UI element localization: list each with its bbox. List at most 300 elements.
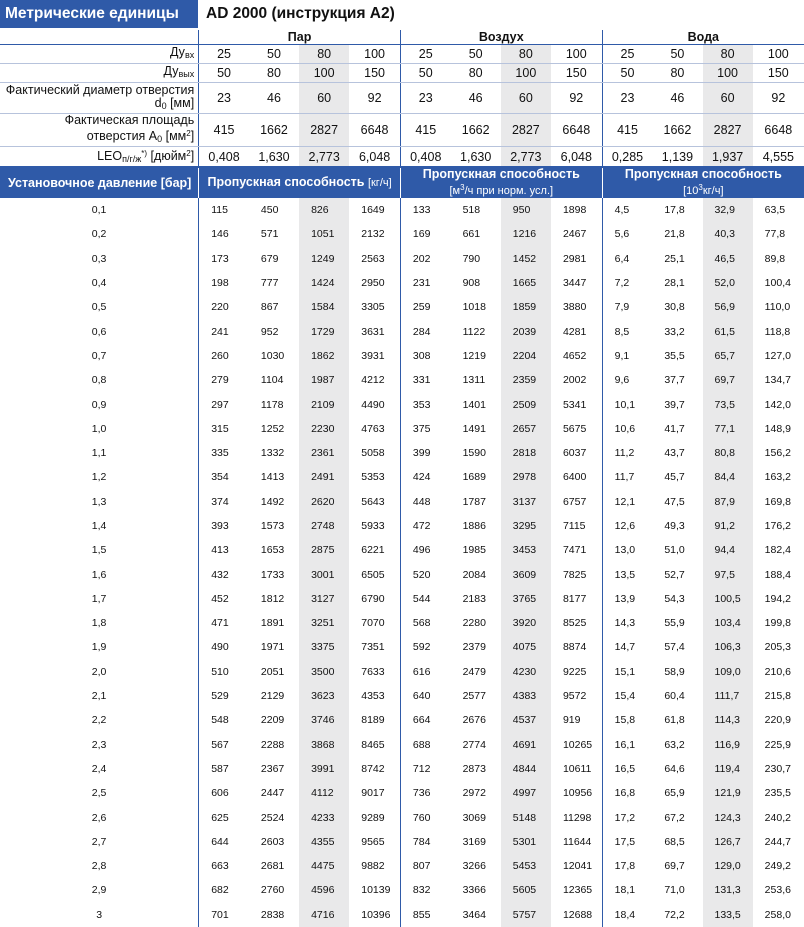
capacity-value: 867 <box>260 301 279 314</box>
capacity-value: 1891 <box>260 617 285 630</box>
capacity-value: 3868 <box>299 733 349 757</box>
capacity-value: 4212 <box>361 374 385 387</box>
spec-value: 25 <box>400 45 450 64</box>
group-header: Вода <box>602 30 804 45</box>
capacity-value: 807 <box>400 854 450 878</box>
capacity-value: 701 <box>211 908 229 921</box>
capacity-value: 202 <box>400 247 450 271</box>
capacity-value: 109,0 <box>703 660 753 684</box>
capacity-value: 518 <box>462 204 481 217</box>
capacity-value: 1584 <box>299 295 349 319</box>
capacity-value: 124,3 <box>703 805 753 829</box>
air-unit-post: /ч при норм. усл.] <box>464 185 554 197</box>
capacity-value: 142,0 <box>764 398 791 411</box>
spec-value: 415 <box>199 114 249 147</box>
capacity-value: 3001 <box>299 562 349 586</box>
spec-value: 6648 <box>349 114 400 147</box>
capacity-value: 18,4 <box>602 903 652 927</box>
capacity-value: 1452 <box>501 247 551 271</box>
air-capacity-label: Пропускная способность <box>422 167 580 181</box>
capacity-value: 7070 <box>361 617 385 630</box>
capacity-value: 3251 <box>299 611 349 635</box>
capacity-value: 413 <box>211 544 229 557</box>
capacity-value: 10956 <box>562 787 593 800</box>
table-row <box>0 538 804 562</box>
capacity-value: 11,2 <box>602 441 652 465</box>
capacity-value: 510 <box>211 665 229 678</box>
capacity-value: 9289 <box>361 811 385 824</box>
capacity-value: 4281 <box>562 325 587 338</box>
capacity-value: 10139 <box>361 884 391 897</box>
capacity-value: 1051 <box>299 222 349 246</box>
capacity-value: 4763 <box>361 422 385 435</box>
capacity-value: 2129 <box>260 690 285 703</box>
capacity-value: 3500 <box>299 660 349 684</box>
spec-value: 92 <box>551 83 602 114</box>
spec-value: 25 <box>199 45 249 64</box>
spec-label-end: ] <box>190 129 195 143</box>
capacity-value: 69,7 <box>664 860 685 873</box>
capacity-value: 4691 <box>501 733 551 757</box>
capacity-value: 3375 <box>299 635 349 659</box>
table-row <box>0 368 804 392</box>
capacity-value: 1787 <box>462 495 486 508</box>
capacity-value: 43,7 <box>664 447 685 460</box>
capacity-value: 4075 <box>501 635 551 659</box>
capacity-value: 163,2 <box>764 471 791 484</box>
spec-label-sub: вых <box>178 69 195 79</box>
spec-value: 1,139 <box>652 147 702 168</box>
spec-value: 6,048 <box>349 147 400 168</box>
capacity-value: 544 <box>400 587 450 611</box>
capacity-value: 72,2 <box>664 908 685 921</box>
capacity-value: 13,5 <box>602 562 652 586</box>
capacity-value: 60,4 <box>664 690 685 703</box>
table-row <box>0 271 804 295</box>
spec-label: Фактическая площадь <box>64 113 195 127</box>
capacity-value: 16,1 <box>602 733 652 757</box>
capacity-value: 1573 <box>260 520 285 532</box>
capacity-value: 148,9 <box>764 422 791 435</box>
spec-label-sup: *) <box>141 149 148 158</box>
capacity-value: 3880 <box>562 301 587 314</box>
capacity-value: 63,2 <box>664 738 685 751</box>
capacity-value: 9,6 <box>602 368 652 392</box>
capacity-value: 5757 <box>501 903 551 927</box>
spec-label: Фактический диаметр отверстия <box>5 82 195 97</box>
spec-value: 100 <box>349 45 400 64</box>
capacity-value: 1018 <box>462 301 486 314</box>
capacity-value: 1987 <box>299 368 349 392</box>
pressure-cell: 0,6 <box>0 319 199 343</box>
capacity-value: 2230 <box>299 417 349 441</box>
spec-value: 80 <box>501 45 551 64</box>
capacity-value: 2467 <box>562 228 587 241</box>
steam-capacity-unit: [кг/ч] <box>367 177 392 189</box>
capacity-value: 61,5 <box>703 319 753 343</box>
pressure-cell: 1,8 <box>0 611 199 635</box>
capacity-value: 2084 <box>462 568 486 581</box>
capacity-value: 225,9 <box>764 738 791 751</box>
capacity-value: 220 <box>211 301 229 314</box>
capacity-value: 3931 <box>361 349 385 362</box>
capacity-value: 2978 <box>501 465 551 489</box>
capacity-value: 77,8 <box>764 228 786 241</box>
pressure-cell: 2,4 <box>0 757 199 781</box>
capacity-value: 3127 <box>299 587 349 611</box>
capacity-value: 3631 <box>361 325 385 338</box>
capacity-value: 661 <box>462 228 481 241</box>
spec-value: 150 <box>551 64 602 83</box>
capacity-value: 3746 <box>299 708 349 732</box>
capacity-value: 3305 <box>361 301 385 314</box>
air-unit-pre: [м <box>449 185 461 197</box>
capacity-value: 548 <box>211 714 229 727</box>
spec-value: 6648 <box>753 114 804 147</box>
spec-row <box>0 83 804 114</box>
capacity-value: 11,7 <box>602 465 652 489</box>
capacity-value: 3623 <box>299 684 349 708</box>
spec-label-line2: отверстия A <box>86 129 158 143</box>
spec-value: 100 <box>753 45 804 64</box>
capacity-value: 13,9 <box>602 587 652 611</box>
capacity-value: 12688 <box>562 908 593 921</box>
capacity-value: 393 <box>211 520 229 532</box>
capacity-value: 127,0 <box>764 349 791 362</box>
capacity-value: 7633 <box>361 665 385 678</box>
table-row <box>0 757 804 781</box>
capacity-value: 77,1 <box>703 417 753 441</box>
capacity-value: 3169 <box>462 835 486 848</box>
capacity-value: 198 <box>211 277 229 290</box>
spec-value: 80 <box>652 64 702 83</box>
capacity-value: 40,3 <box>703 222 753 246</box>
table-row <box>0 660 804 684</box>
capacity-value: 249,2 <box>764 860 791 873</box>
spec-value: 6,048 <box>551 147 602 168</box>
table-row <box>0 198 804 222</box>
capacity-value: 308 <box>400 344 450 368</box>
capacity-value: 2132 <box>361 228 385 241</box>
capacity-value: 6505 <box>361 568 385 581</box>
spec-label-sub: вх <box>184 50 195 60</box>
units-badge: Метрические единицы <box>0 0 198 28</box>
capacity-value: 17,8 <box>664 204 685 217</box>
capacity-value: 2676 <box>462 714 486 727</box>
capacity-value: 3447 <box>562 277 587 290</box>
water-capacity-unit <box>683 185 723 197</box>
capacity-value: 12365 <box>562 884 593 897</box>
capacity-value: 114,3 <box>703 708 753 732</box>
spec-row <box>0 45 804 64</box>
capacity-value: 173 <box>211 252 229 265</box>
capacity-value: 220,9 <box>764 714 791 727</box>
capacity-value: 2603 <box>260 835 285 848</box>
capacity-value: 134,7 <box>764 374 791 387</box>
capacity-value: 790 <box>462 252 481 265</box>
capacity-value: 2209 <box>260 714 285 727</box>
capacity-value: 832 <box>400 878 450 902</box>
capacity-value: 8742 <box>361 762 385 775</box>
spec-label-sub: п/г/ж <box>122 154 142 164</box>
steam-capacity-label: Пропускная способность <box>207 175 365 189</box>
capacity-value: 2981 <box>562 252 587 265</box>
capacity-value: 2972 <box>462 787 486 800</box>
capacity-value: 399 <box>400 441 450 465</box>
capacity-value: 4230 <box>501 660 551 684</box>
spec-label-end: ] <box>190 149 195 163</box>
pressure-cell: 3 <box>0 903 199 927</box>
capacity-value: 571 <box>260 228 279 241</box>
spec-value: 23 <box>602 83 652 114</box>
spec-value: 46 <box>652 83 702 114</box>
title-bar <box>0 0 804 28</box>
spec-value: 23 <box>199 83 249 114</box>
capacity-value: 452 <box>211 592 229 605</box>
capacity-value: 2204 <box>501 344 551 368</box>
capacity-value: 17,5 <box>602 830 652 854</box>
spec-value: 23 <box>400 83 450 114</box>
capacity-value: 606 <box>211 787 229 800</box>
table-row <box>0 781 804 805</box>
capacity-value: 54,3 <box>664 592 685 605</box>
capacity-value: 182,4 <box>764 544 791 557</box>
capacity-value: 14,7 <box>602 635 652 659</box>
capacity-value: 1252 <box>260 422 285 435</box>
capacity-value: 35,5 <box>664 349 685 362</box>
capacity-value: 215,8 <box>764 690 791 703</box>
capacity-value: 156,2 <box>764 447 791 460</box>
capacity-value: 4716 <box>299 903 349 927</box>
table-row <box>0 514 804 538</box>
capacity-value: 3366 <box>462 884 486 897</box>
spec-value: 1662 <box>451 114 501 147</box>
capacity-value: 63,5 <box>764 204 786 217</box>
spec-value: 2827 <box>501 114 551 147</box>
table-row <box>0 490 804 514</box>
capacity-value: 644 <box>211 835 229 848</box>
capacity-value: 80,8 <box>703 441 753 465</box>
capacity-value: 5933 <box>361 520 385 532</box>
capacity-value: 39,7 <box>664 398 685 411</box>
spec-value: 50 <box>400 64 450 83</box>
capacity-value: 490 <box>211 641 229 654</box>
capacity-value: 4596 <box>299 878 349 902</box>
spec-value: 415 <box>400 114 450 147</box>
capacity-value: 1216 <box>501 222 551 246</box>
table-row <box>0 344 804 368</box>
water-capacity-header <box>602 167 804 198</box>
table-row <box>0 465 804 489</box>
air-capacity-header <box>400 167 602 198</box>
capacity-value: 89,8 <box>764 252 786 265</box>
capacity-value: 6790 <box>361 592 385 605</box>
capacity-value: 2748 <box>299 514 349 538</box>
capacity-value: 133 <box>400 198 450 222</box>
capacity-value: 103,4 <box>703 611 753 635</box>
capacity-value: 91,2 <box>703 514 753 538</box>
water-unit-post: кг/ч] <box>702 185 724 197</box>
capacity-value: 279 <box>211 374 229 387</box>
capacity-value: 133,5 <box>703 903 753 927</box>
capacity-value: 111,7 <box>703 684 753 708</box>
capacity-value: 1332 <box>260 447 285 460</box>
pressure-cell: 1,3 <box>0 490 199 514</box>
capacity-value: 952 <box>260 325 279 338</box>
capacity-value: 110,0 <box>764 301 791 314</box>
spec-value: 150 <box>753 64 804 83</box>
capacity-value: 1491 <box>462 422 486 435</box>
capacity-value: 2039 <box>501 319 551 343</box>
capacity-value: 129,0 <box>703 854 753 878</box>
table-row <box>0 878 804 902</box>
spec-value: 80 <box>451 64 501 83</box>
capacity-value: 1665 <box>501 271 551 295</box>
capacity-value: 3991 <box>299 757 349 781</box>
capacity-value: 1985 <box>462 544 486 557</box>
capacity-value: 1401 <box>462 398 486 411</box>
capacity-value: 4475 <box>299 854 349 878</box>
capacity-value: 3920 <box>501 611 551 635</box>
capacity-value: 25,1 <box>664 252 685 265</box>
spec-value: 60 <box>299 83 349 114</box>
capacity-value: 126,7 <box>703 830 753 854</box>
capacity-value: 16,5 <box>602 757 652 781</box>
capacity-value: 17,8 <box>602 854 652 878</box>
capacity-value: 1122 <box>462 325 486 338</box>
capacity-value: 6757 <box>562 495 587 508</box>
capacity-value: 3266 <box>462 860 486 873</box>
pressure-cell: 0,8 <box>0 368 199 392</box>
capacity-value: 3137 <box>501 490 551 514</box>
pressure-cell: 1,0 <box>0 417 199 441</box>
capacity-value: 259 <box>400 295 450 319</box>
capacity-value: 5675 <box>562 422 587 435</box>
capacity-value: 2818 <box>501 441 551 465</box>
spec-value: 1662 <box>652 114 702 147</box>
spec-label-sup2: 2 <box>186 149 191 158</box>
capacity-value: 210,6 <box>764 665 791 678</box>
pressure-cell: 1,5 <box>0 538 199 562</box>
group-header-spacer <box>0 30 199 45</box>
capacity-value: 15,4 <box>602 684 652 708</box>
capacity-value: 13,0 <box>602 538 652 562</box>
capacity-value: 9,1 <box>602 344 652 368</box>
capacity-value: 855 <box>400 903 450 927</box>
capacity-value: 1492 <box>260 495 285 508</box>
capacity-value: 230,7 <box>764 762 791 775</box>
capacity-value: 12041 <box>562 860 593 873</box>
capacity-value: 6221 <box>361 544 385 557</box>
capacity-value: 432 <box>211 568 229 581</box>
capacity-value: 2875 <box>299 538 349 562</box>
capacity-value: 2620 <box>299 490 349 514</box>
page-title: AD 2000 (инструкция A2) <box>206 5 395 22</box>
spec-value: 50 <box>451 45 501 64</box>
capacity-value: 115 <box>211 204 228 217</box>
spec-row <box>0 147 804 168</box>
spec-label: LEO <box>97 149 123 163</box>
spec-label-cell <box>0 114 199 147</box>
capacity-value: 10611 <box>562 762 592 775</box>
group-header: Воздух <box>400 30 602 45</box>
spec-label-cell <box>0 45 199 64</box>
capacity-value: 2491 <box>299 465 349 489</box>
capacity-value: 116,9 <box>703 733 753 757</box>
spec-label-unit: [мм] <box>166 95 195 110</box>
capacity-value: 100,4 <box>764 277 791 290</box>
spec-value: 4,555 <box>753 147 804 168</box>
capacity-value: 2838 <box>260 908 285 921</box>
capacity-value: 2447 <box>260 787 285 800</box>
capacity-value: 2681 <box>260 860 285 873</box>
spec-value: 415 <box>602 114 652 147</box>
capacity-value: 5453 <box>501 854 551 878</box>
spec-value: 50 <box>249 45 299 64</box>
capacity-value: 9572 <box>562 690 587 703</box>
table-row <box>0 830 804 854</box>
spec-value: 46 <box>249 83 299 114</box>
capacity-value: 235,5 <box>764 787 791 800</box>
capacity-value: 2760 <box>260 884 285 897</box>
pressure-cell: 2,1 <box>0 684 199 708</box>
spec-row <box>0 114 804 147</box>
spec-value: 1,630 <box>249 147 299 168</box>
table-row <box>0 295 804 319</box>
spec-value: 60 <box>703 83 753 114</box>
capacity-value: 18,1 <box>602 878 652 902</box>
capacity-value: 52,0 <box>703 271 753 295</box>
capacity-value: 3453 <box>501 538 551 562</box>
capacity-value: 47,5 <box>664 495 685 508</box>
water-unit-pre: [10 <box>683 185 699 197</box>
capacity-value: 760 <box>400 805 450 829</box>
capacity-value: 4,5 <box>602 198 652 222</box>
capacity-value: 57,4 <box>664 641 685 654</box>
spec-value: 6648 <box>551 114 602 147</box>
capacity-value: 784 <box>400 830 450 854</box>
capacity-value: 4355 <box>299 830 349 854</box>
table-row <box>0 635 804 659</box>
capacity-value: 2509 <box>501 392 551 416</box>
capacity-value: 5148 <box>501 805 551 829</box>
capacity-value: 241 <box>211 325 229 338</box>
capacity-value: 49,3 <box>664 520 685 532</box>
capacity-value: 1898 <box>562 204 587 217</box>
spec-value: 80 <box>249 64 299 83</box>
spec-value: 60 <box>501 83 551 114</box>
spec-label-unit: [мм <box>162 129 187 143</box>
table-row <box>0 733 804 757</box>
capacity-value: 231 <box>400 271 450 295</box>
capacity-value: 84,4 <box>703 465 753 489</box>
pressure-cell: 0,7 <box>0 344 199 368</box>
capacity-value: 8465 <box>361 738 385 751</box>
spec-value: 100 <box>501 64 551 83</box>
pressure-cell: 2,0 <box>0 660 199 684</box>
capacity-value: 354 <box>211 471 229 484</box>
capacity-value: 2002 <box>562 374 587 387</box>
capacity-value: 71,0 <box>664 884 685 897</box>
capacity-value: 472 <box>400 514 450 538</box>
pressure-cell: 1,6 <box>0 562 199 586</box>
capacity-value: 450 <box>260 204 279 217</box>
pressure-cell: 1,2 <box>0 465 199 489</box>
spec-value: 80 <box>299 45 349 64</box>
capacity-value: 520 <box>400 562 450 586</box>
capacity-value: 100,5 <box>703 587 753 611</box>
table-row <box>0 417 804 441</box>
